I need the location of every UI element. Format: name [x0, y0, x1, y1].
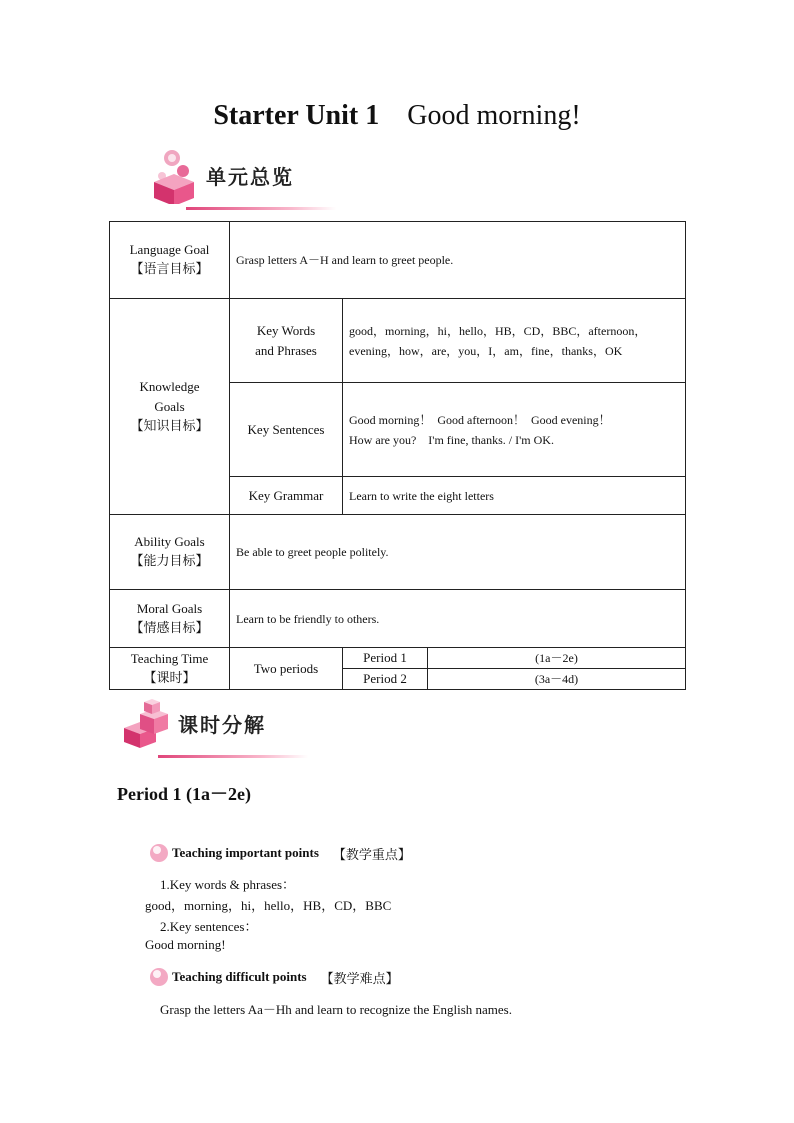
key-sentences-line1: Good morning！ Good afternoon！ Good evening！: [349, 412, 611, 427]
unit-overview-label: 单元总览: [206, 164, 294, 189]
important-line-2: good，morning，hi，hello，HB，CD，BBC: [145, 898, 392, 913]
row-moral-goals: [110, 590, 686, 648]
key-sentences-line2: How are you? I'm fine, thanks. / I'm OK.: [349, 432, 554, 447]
moral-goals-sub: 【情感目标】: [130, 620, 209, 636]
important-points-heading: [148, 842, 411, 864]
row-key-words: [110, 299, 686, 383]
knowledge-goals-sub: 【知识目标】: [130, 418, 209, 434]
document-title: [0, 100, 794, 132]
banner-underline: [158, 755, 308, 758]
language-goal-head: [110, 222, 230, 299]
knowledge-goals-label: Knowledge Goals: [139, 378, 200, 414]
period-1-range: (1a－2e): [428, 648, 686, 669]
row-ability-goals: [110, 515, 686, 590]
important-points-label: Teaching important points: [172, 845, 319, 860]
row-teaching-time-1: [110, 648, 686, 669]
difficult-line-1: Grasp the letters Aa－Hh and learn to recognize the English names.: [160, 1002, 512, 1017]
important-line-1: 1.Key words & phrases：: [160, 877, 296, 892]
ability-goals-sub: 【能力目标】: [130, 554, 209, 569]
period-1-label: Period 1: [343, 648, 428, 669]
language-goal-label: Language Goal: [129, 242, 210, 257]
moral-goals-body: Learn to be friendly to others.: [230, 590, 686, 648]
key-sentences-body: [343, 383, 686, 477]
teaching-time-sub: 【课时】: [143, 670, 196, 686]
row-language-goal: [110, 222, 686, 299]
important-line-4: Good morning!: [145, 937, 226, 952]
period-2-range: (3a－4d): [428, 669, 686, 690]
unit-overview-banner: [146, 146, 294, 204]
difficult-points-label: Teaching difficult points: [172, 969, 307, 984]
banner-underline: [186, 207, 336, 210]
ability-goals-head: [110, 515, 230, 590]
key-sentences-label: Key Sentences: [230, 383, 343, 477]
difficult-points-cn: 【教学难点】: [320, 971, 399, 987]
overview-table: [109, 221, 686, 690]
important-line-3: 2.Key sentences：: [160, 919, 258, 934]
stacked-cubes-icon: [118, 694, 176, 752]
key-words-body: good，morning，hi，hello，HB，CD，BBC，afternoon，evening，how，are，you，I，am，fine，thanks，OK: [343, 299, 686, 383]
title-unit: Starter Unit 1: [213, 100, 380, 131]
bubble-bullet-icon: [148, 966, 170, 988]
ability-goals-label: Ability Goals: [134, 534, 205, 549]
bubble-bullet-icon: [148, 842, 170, 864]
period-breakdown-label: 课时分解: [178, 712, 266, 737]
moral-goals-head: [110, 590, 230, 648]
cube-logo-icon: [146, 146, 204, 204]
key-grammar-body: Learn to write the eight letters: [343, 477, 686, 515]
period-breakdown-banner: [118, 694, 266, 752]
ability-goals-body: Be able to greet people politely.: [230, 515, 686, 590]
difficult-points-heading: [148, 966, 399, 988]
moral-goals-label: Moral Goals: [136, 600, 203, 616]
key-words-label: Key Words and Phrases: [230, 299, 343, 383]
teaching-periods: Two periods: [230, 648, 343, 690]
key-grammar-label: Key Grammar: [230, 477, 343, 515]
language-goal-sub: 【语言目标】: [130, 262, 209, 277]
teaching-time-label: Teaching Time: [130, 650, 209, 666]
important-points-cn: 【教学重点】: [332, 847, 411, 863]
knowledge-goals-head: [110, 299, 230, 515]
language-goal-body: Grasp letters A－H and learn to greet people.: [230, 222, 686, 299]
period-1-title: Period 1 (1a－2e): [117, 784, 251, 804]
title-subtitle: Good morning!: [407, 100, 581, 131]
period-2-label: Period 2: [343, 669, 428, 690]
teaching-time-head: [110, 648, 230, 690]
